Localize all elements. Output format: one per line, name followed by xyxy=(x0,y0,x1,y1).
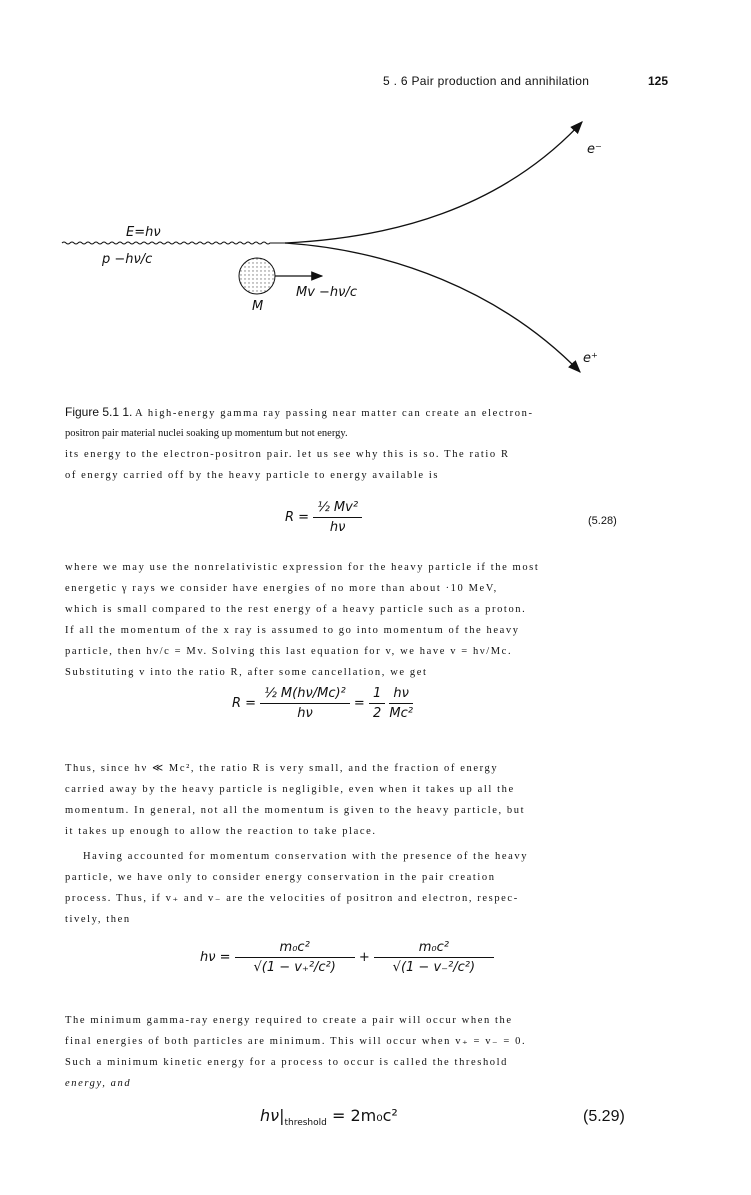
recoil-label: Mv −hν/c xyxy=(296,285,357,300)
p3-line-3: momentum. In general, not all the momentum is given to the heavy particle, but xyxy=(65,805,526,816)
paragraph-1 xyxy=(65,444,635,486)
equation-number-5-28: (5.28) xyxy=(588,515,617,527)
energy-plus: + xyxy=(358,950,370,965)
p2-line-2: energetic γ rays we consider have energies of no more than about ·10 MeV, xyxy=(65,583,498,594)
p4-line-3: process. Thus, if v₊ and v₋ are the velocities of positron and electron, respec- xyxy=(65,893,519,904)
ratio-frac2-num: hν xyxy=(389,686,413,704)
energy-num-2: m₀c² xyxy=(374,940,494,958)
ratio-half-den: 2 xyxy=(372,706,382,721)
eq529-rhs: = 2m₀c² xyxy=(331,1106,398,1125)
p4-line-4: tively, then xyxy=(65,914,131,925)
p2-line-4: If all the momentum of the x ray is assumed to go into momentum of the heavy xyxy=(65,625,520,636)
page-number: 125 xyxy=(648,74,669,88)
momentum-label: p −hν/c xyxy=(102,252,153,267)
equation-energy xyxy=(200,940,494,975)
p3-line-2: carried away by the heavy particle is negligible, even when it takes up all the xyxy=(65,784,515,795)
p2-line-3: which is small compared to the rest energy of a heavy particle such as a proton. xyxy=(65,604,527,615)
caption-line-1: A high-energy gamma ray passing near matter can create an electron- xyxy=(135,408,534,419)
p2-line-1: where we may use the nonrelativistic expression for the heavy particle if the most xyxy=(65,562,540,573)
p1-line-2: of energy carried off by the heavy particle to energy available is xyxy=(65,470,440,481)
eq528-denominator: hν xyxy=(329,520,346,535)
ratio-frac2-den: Mc² xyxy=(389,706,413,721)
paragraph-3 xyxy=(65,758,635,842)
eq529-subscript: threshold xyxy=(284,1118,327,1129)
energy-num-1: m₀c² xyxy=(235,940,355,958)
equation-5-29 xyxy=(260,1106,398,1128)
ratio-numerator: ½ M(hν/Mc)² xyxy=(260,686,350,704)
pair-production-diagram xyxy=(60,110,680,400)
nucleus-label: M xyxy=(252,299,264,314)
nucleus-circle xyxy=(239,258,275,294)
ratio-equals: = xyxy=(353,696,365,711)
paragraph-2 xyxy=(65,557,635,683)
positron-track xyxy=(285,243,580,372)
energy-den-1: √(1 − v₊²/c²) xyxy=(253,960,336,975)
paragraph-4 xyxy=(65,846,635,930)
electron-label: e⁻ xyxy=(587,142,602,157)
figure-caption xyxy=(65,402,640,444)
p3-line-1: Thus, since hν ≪ Mc², the ratio R is very small, and the fraction of energy xyxy=(65,763,499,774)
pair-production-figure xyxy=(60,110,680,400)
ratio-half-num: 1 xyxy=(369,686,385,704)
equation-ratio xyxy=(232,686,413,721)
eq529-lhs: hν| xyxy=(260,1106,285,1125)
ratio-denominator: hν xyxy=(297,706,313,721)
p5-line-2: final energies of both particles are minimum. This will occur when v₊ = v₋ = 0. xyxy=(65,1036,527,1047)
equation-number-5-29: (5.29) xyxy=(583,1108,625,1125)
electron-track xyxy=(285,122,582,243)
p5-line-4: energy, and xyxy=(65,1078,132,1089)
caption-label: Figure 5.1 1. xyxy=(65,405,133,419)
equation-5-28 xyxy=(285,500,362,535)
p1-line-1: its energy to the electron-positron pair. let us see why this is so. The ratio R xyxy=(65,449,510,460)
p2-line-5: particle, then hν/c = Mv. Solving this last equation for v, we have v = hν/Mc. xyxy=(65,646,513,657)
p4-line-1: Having accounted for momentum conservation with the presence of the heavy xyxy=(83,851,529,862)
eq528-lhs: R = xyxy=(285,510,310,525)
energy-lhs: hν = xyxy=(200,950,231,965)
p4-line-2: particle, we have only to consider energy conservation in the pair creation xyxy=(65,872,496,883)
p3-line-4: it takes up enough to allow the reaction to take place. xyxy=(65,826,377,837)
caption-line-2: positron pair material nuclei soaking up momentum but not energy. xyxy=(65,428,348,439)
energy-label: E=hν xyxy=(126,225,161,240)
ratio-lhs: R = xyxy=(232,696,257,711)
gamma-ray-wave xyxy=(62,242,285,244)
running-head: 5 . 6 Pair production and annihilation xyxy=(383,74,590,88)
energy-den-2: √(1 − v₋²/c²) xyxy=(392,960,476,975)
positron-label: e⁺ xyxy=(583,351,598,366)
paragraph-5 xyxy=(65,1010,635,1094)
p5-line-3: Such a minimum kinetic energy for a process to occur is called the threshold xyxy=(65,1057,509,1068)
eq528-numerator: ½ Mv² xyxy=(313,500,362,518)
p2-line-6: Substituting v into the ratio R, after some cancellation, we get xyxy=(65,667,428,678)
p5-line-1: The minimum gamma-ray energy required to create a pair will occur when the xyxy=(65,1015,513,1026)
